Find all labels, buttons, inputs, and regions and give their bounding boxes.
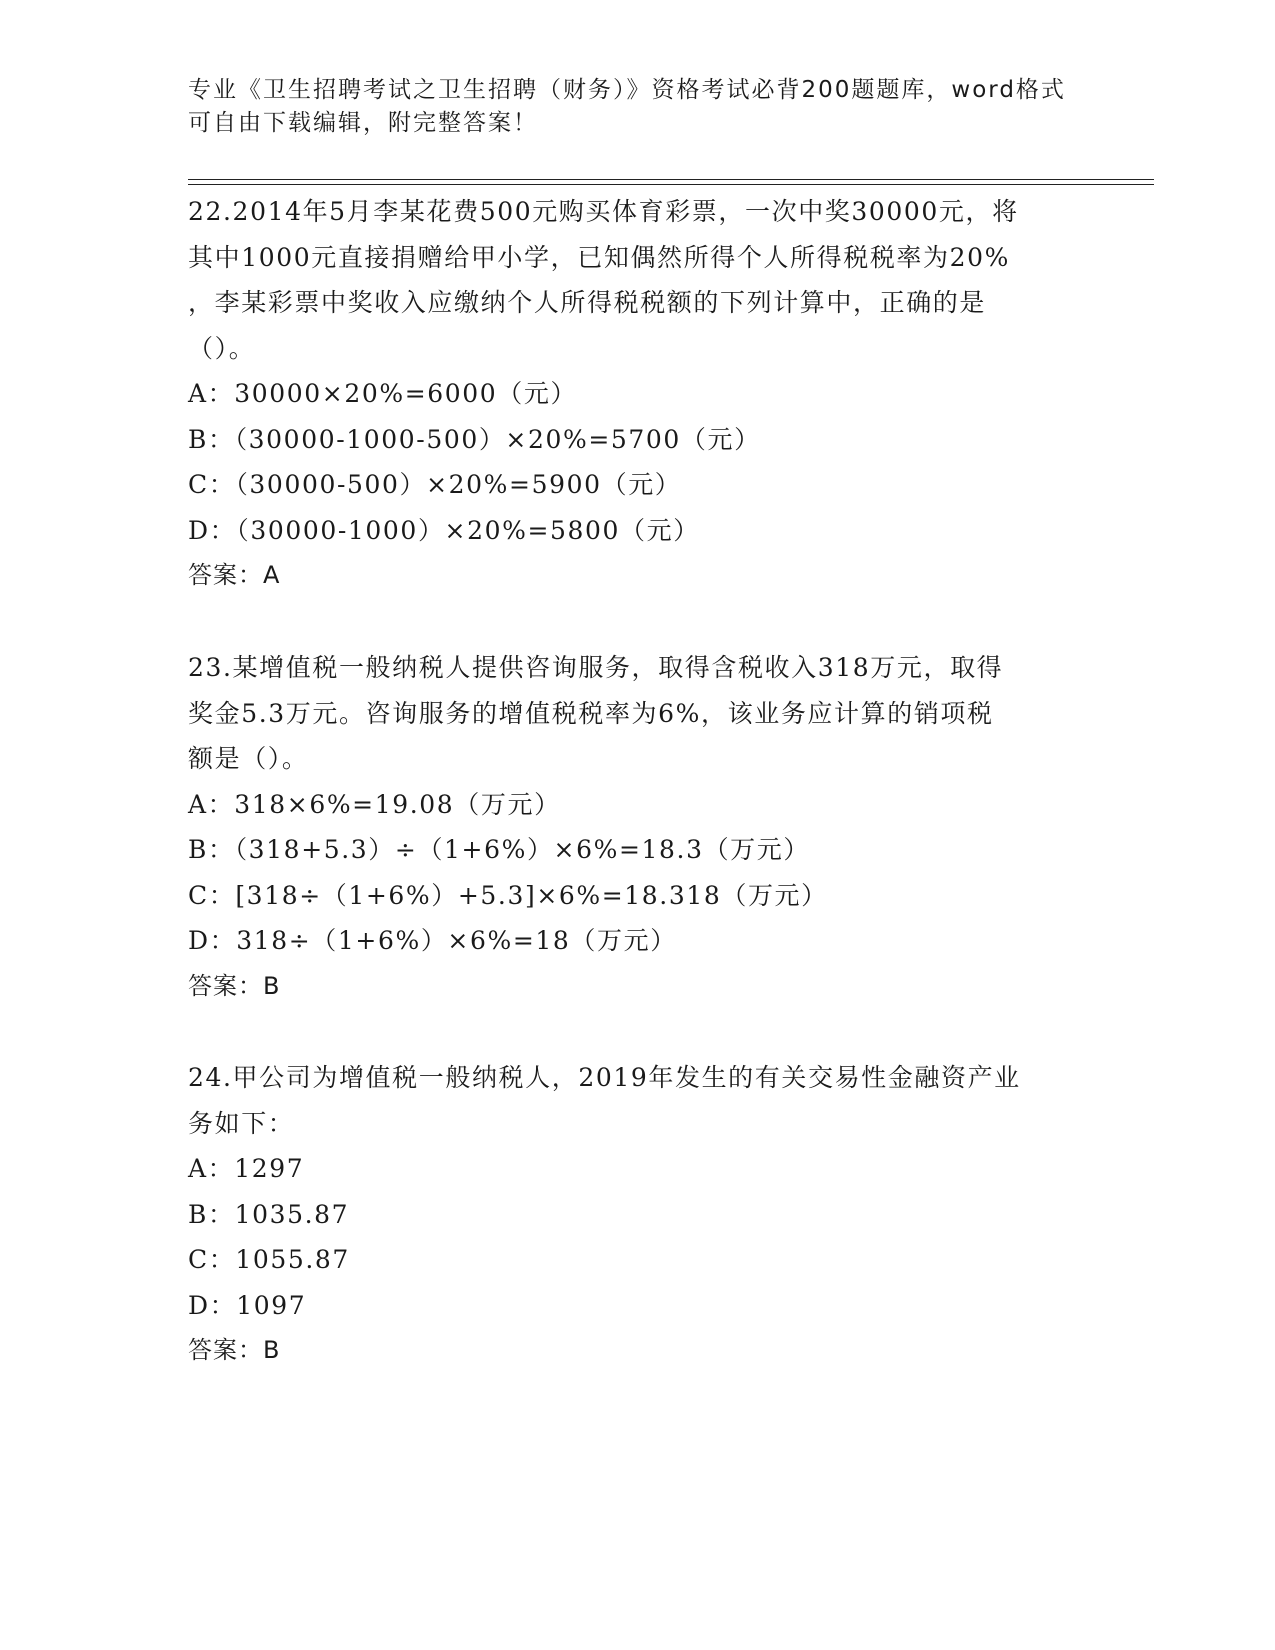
question-stem-line: 24.甲公司为增值税一般纳税人，2019年发生的有关交易性金融资产业 — [188, 1063, 1021, 1092]
option-a: A：1297 — [188, 1154, 305, 1183]
option-b: B：（30000-1000-500）×20%=5700（元） — [188, 424, 761, 454]
answer-line: 答案：A — [188, 561, 281, 589]
question-stem-line: 23.某增值税一般纳税人提供咨询服务，取得含税收入318万元，取得 — [188, 653, 1004, 682]
header-line: 专业《卫生招聘考试之卫生招聘（财务）》资格考试必背200题题库，word格式 — [188, 77, 1066, 103]
question-22 — [188, 189, 1088, 599]
question-stem-line: 其中1000元直接捐赠给甲小学，已知偶然所得个人所得税税率为20% — [188, 242, 1010, 272]
option-d: D：318÷（1+6%）×6%=18（万元） — [188, 926, 677, 955]
question-stem-line: 22.2014年5月李某花费500元购买体育彩票，一次中奖30000元，将 — [188, 197, 1019, 226]
question-stem-line: 额是（）。 — [188, 744, 309, 773]
option-d: D：（30000-1000）×20%=5800（元） — [188, 515, 700, 545]
option-c: C：（30000-500）×20%=5900（元） — [188, 470, 682, 499]
answer-line: 答案：B — [188, 1336, 281, 1364]
answer-line: 答案：B — [188, 971, 281, 1000]
option-b: B：1035.87 — [188, 1199, 350, 1229]
question-stem-line: （）。 — [188, 333, 256, 363]
header-divider-top — [188, 179, 1154, 180]
header-divider-bottom — [188, 184, 1154, 185]
question-24 — [188, 1055, 1088, 1374]
question-stem-line: ，李某彩票中奖收入应缴纳个人所得税税额的下列计算中，正确的是 — [188, 288, 987, 317]
option-a: A：30000×20%=6000（元） — [188, 379, 578, 408]
option-c: C：[318÷（1+6%）+5.3]×6%=18.318（万元） — [188, 880, 828, 910]
option-a: A：318×6%=19.08（万元） — [188, 789, 561, 819]
document-header — [188, 74, 1088, 140]
option-b: B：（318+5.3）÷（1+6%）×6%=18.3（万元） — [188, 835, 810, 864]
question-23 — [188, 645, 1088, 1009]
header-line: 可自由下载编辑，附完整答案！ — [188, 110, 538, 136]
option-c: C：1055.87 — [188, 1245, 350, 1274]
question-stem-line: 奖金5.3万元。咨询服务的增值税税率为6%，该业务应计算的销项税 — [188, 698, 994, 728]
question-stem-line: 务如下： — [188, 1108, 295, 1138]
option-d: D：1097 — [188, 1290, 307, 1320]
